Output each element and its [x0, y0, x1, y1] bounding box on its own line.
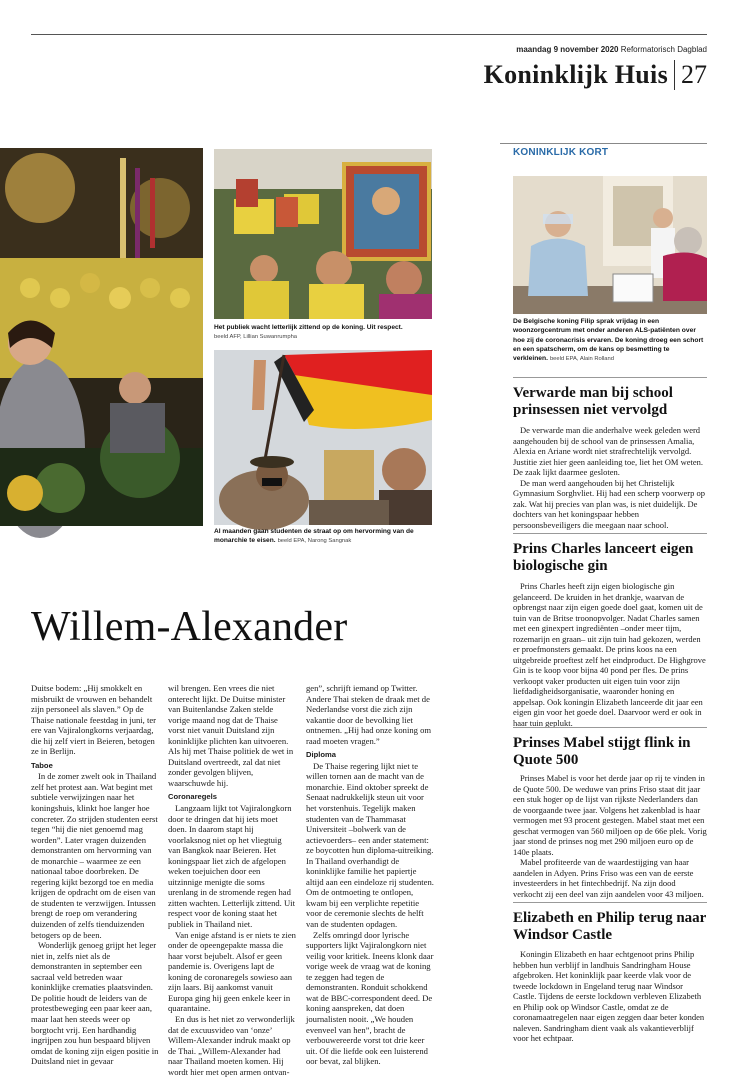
section-title: Koninklijk Huis: [483, 60, 668, 89]
brief-body-gin: Prins Charles heeft zijn eigen biologische gin gelanceerd. De kruiden in het drankje, waarvan de opbrengst naar zijn eigen goede doel gaat, komen uit de tuin van de Britse troonopvolger. Nadat Charles samen met een ginexpert ingrediënten –onder meer tijm, rozemarijn en graan– uit zijn tuin had gekozen, werden er proefmonsters gemaakt. De prins koos na een uitgebreide proeftest zelf het eindproduct. De Highgrove Gin is te koop voor bijna 40 pond per fles. De prins verkoopt vaker producten uit eigen tuin voor zijn liefdadigheidsorganisatie, waaronder honing en appelsap. Ook koningin Elizabeth lanceerde dit jaar een eigen gin voor het goede doel. Daarvoor werd er ook in haar tuin geplukt.: [513, 581, 706, 728]
page-number: 27: [681, 60, 707, 89]
photo-waiting-public: [214, 149, 432, 319]
article-title: Willem-Alexander: [31, 604, 348, 650]
caption-waiting-public: Het publiek wacht letterlijk zittend op de koning. Uit respect. beeld AFP, Lillian Suwanrumpha: [214, 324, 403, 340]
brief-title-gin: Prins Charles lanceert eigen biologische gin: [513, 541, 694, 574]
subhead-taboe: Taboe: [31, 760, 53, 770]
photo-student-protest: [214, 350, 432, 525]
brief-body-school: De verwarde man die anderhalve week geleden werd aangehouden bij de school van de prinsessen Amalia, Alexia en Ariane wordt niet strafrechtelijk vervolgd. Justitie ziet hier geen aanleiding toe, liet het OM weten. De zaak lijkt daarmee gesloten. De man werd aangehouden bij het Christelijk Gymnasium Sorghvliet. Hij had een scherp voorwerp op zak. Wat hij precies van plan was, is niet duidelijk. De dochters van het koningspaar hebben persoonsbeveiligers die meegaan naar school.: [513, 425, 706, 530]
brief-body-windsor: Koningin Elizabeth en haar echtgenoot prins Philip hebben hun verblijf in landhuis Sandringham House afgebroken. Het koninklijk paar keerde vlak voor de tweede lockdown in Engeland terug naar Windsor Castle. Tijdens de eerste lockdown verbleven Elizabeth en Philip ook op Windsor Castle, omdat ze de coronamaatregelen naar eigen zeggen daar beter konden naleven. Sandringham dient vaak als vakantieverblijf voor het echtpaar.: [513, 949, 705, 1043]
header-rule: [31, 34, 707, 35]
dateline: [516, 45, 707, 54]
subhead-coronaregels: Coronaregels: [168, 792, 217, 802]
section-separator: [674, 60, 675, 90]
kort-rule: [500, 143, 707, 144]
credit-waiting-public: beeld AFP, Lillian Suwanrumpha: [214, 333, 298, 340]
section-header: [484, 60, 707, 90]
caption-king-filip: De Belgische koning Filip sprak vrijdag in een woonzorgcentrum met onder anderen ALS-patiënten over hoe zij de coronacrisis ervaren. De koning droeg een schort en een spatscherm, om de kans op besmetting te verkleinen. beeld EPA, Alain Rolland: [513, 318, 704, 363]
date: maandag 9 november 2020: [516, 45, 619, 54]
brief-body-mabel: Prinses Mabel is voor het derde jaar op rij te vinden in de Quote 500. De weduwe van prins Friso staat dit jaar een stuk hoger op de lijst van rijkste Nederlanders dan de voorgaande twee jaar. Volgens het zakenblad is haar vermogen met 93 procent gestegen. Mabel staat met een geschat vermogen van 560 miljoen op de 66e plek. Vorig jaar stond de prinses nog met 290 miljoen euro op de 140e plaats. Mabel profiteerde van de waardestijging van haar aandelen in Adyen. Prins Friso was een van de eerste investeerders in het fintechbedrijf. Na zijn dood verkocht zij een deel van zijn aandelen voor 43 miljoen.: [513, 773, 707, 899]
brief-title-mabel: Prinses Mabel stijgt flink in Quote 500: [513, 735, 691, 768]
credit-king-filip: beeld EPA, Alain Rolland: [549, 356, 614, 363]
kort-label: KONINKLIJK KORT: [513, 147, 609, 158]
photo-queen-crowd: [0, 148, 203, 526]
newspaper-name: Reformatorisch Dagblad: [620, 45, 707, 54]
article-column-2: wil brengen. Een vrees die niet onterecht lijkt. De Duitse minister van Buitenlandse Zaken stelde vorige maand nog dat de Thaise vorst niet vanuit Duitsland zijn koninklijke plichten kan uitvoeren. Als hij met Thaise politiek de wet in Duitsland overtreedt, zal dat niet zonder gevolgen blijven, waarschuwde hij. Coronaregels Langzaam lijkt tot Vajiralongkorn door te dringen dat hij iets moet doen. In daarom stapt hij voorlaksnog niet op het vliegtuig van Bangkok naar Beieren. Het koningspaar liet zich de afgelopen weken toejuichen door een uitzinnige menigte die soms urenlang in de stromende regen had zitten wachten. Letterlijk zittend. Uit respect voor de koning staat het publiek in Thailand niet. Van enige afstand is er niets te zien onder de opeengepakte massa die haar vorst bejubelt. Alsof er geen pandemie is. Overigens lapt de koning de coronaregels sowieso aan zijn laars. Bij aankomst vanuit Europa ging hij geen enkele keer in quarantaine. En dus is het niet zo verwonderlijk dat de excuusvideo van ‘onze’ Willem-Alexander indruk maakt op de Thai. „Willem-Alexander had naar Thailand moeten komen. Hij wordt hier met open armen ontvan-: [168, 683, 296, 1077]
brief-title-windsor: Elizabeth en Philip terug naar Windsor Castle: [513, 910, 707, 943]
caption-student-protest: Al maanden gaan studenten de straat op om hervorming van de monarchie te eisen. beeld EPA, Narong Sangnak: [214, 528, 414, 544]
article-column-1: Duitse bodem: „Hij smokkelt en misbruikt de vrouwen en behandelt zijn personeel als slaven.” Op de Thaise nationale feestdag in juni, ter ere van Vajiralongkorns verjaardag, die hij zelf viert in Beieren, betogen ze in Berlijn. Taboe In de zomer zwelt ook in Thailand zelf het protest aan. Wat begint met subtiele verwijzingen naar het koningshuis, klinkt hoe langer hoe concreter. Zo strijden studenten eerst tegen “hij die niet genoemd mag worden”. Later vragen duizenden demonstranten om hervorming van de monarchie – waarmee ze een nationaal taboe doorbreken. De regering kijkt bezorgd toe en media krijgen de opdracht om de eisen van de studenten te verzwijgen. Intussen brengt de roep om verandering duizenden of zelfs tienduizenden betogers op de been. Wonderlijk genoeg grijpt het leger niet in, zelfs niet als de demonstranten in september een sacraal veld betreden waar koninklijke crematies plaatsvinden. De politie houdt de leiders van de protestbeweging een paar keer aan, maar laat hen steeds weer op borgtocht vrij. Een hardhandig ingrijpen zou hun bespaard blijven omdat de koning zijn eigen positie in Duitsland niet in gevaar: [31, 683, 159, 1067]
brief-rule-3: [513, 727, 707, 728]
credit-student-protest: beeld EPA, Narong Sangnak: [277, 537, 352, 544]
brief-title-school: Verwarde man bij school prinsessen niet vervolgd: [513, 385, 673, 418]
subhead-diploma: Diploma: [306, 750, 336, 760]
brief-rule-4: [513, 902, 707, 903]
brief-rule-2: [513, 533, 707, 534]
photo-king-filip: [513, 176, 707, 314]
brief-rule-1: [513, 377, 707, 378]
article-column-3: gen”, schrijft iemand op Twitter. Andere Thai steken de draak met de Nederlandse vorst die zich zijn vakantie door de bevolking liet ontnemen. „Hij had onze koning om raad moeten vragen.” Diploma De Thaise regering lijkt niet te willen tornen aan de macht van de monarchie. Eind oktober spreekt de Senaat nadrukkelijk steun uit voor het vorstenhuis. Tegelijk maken studenten van de Thammasat Universiteit –bolwerk van de actievoerders– een ander statement: ze boycotten hun diploma-uitreiking. In Thailand overhandigt de koninklijke familie het papiertje altijd aan een eindeloze rij studenten. Om de ontmoeting te ontlopen, kwam bij een verplichte repetitie voor de ceremonie slechts de helft van de studenten opdagen. Zelfs omringd door lyrische supporters lijkt Vajiralongkorn niet veilig voor kritiek. Ineens klonk daar vorige week de vraag wat de koning te zeggen had tegen de demonstranten. Ronduit schokkend wat de BBC-correspondent deed. De koning aanspreken, dat doen journalisten nooit. „We houden evenveel van hen”, bracht de verbouwereerde vorst tot drie keer uit. Of die liefde ook een luisterend oor bevat, zal blijken.: [306, 683, 434, 1067]
